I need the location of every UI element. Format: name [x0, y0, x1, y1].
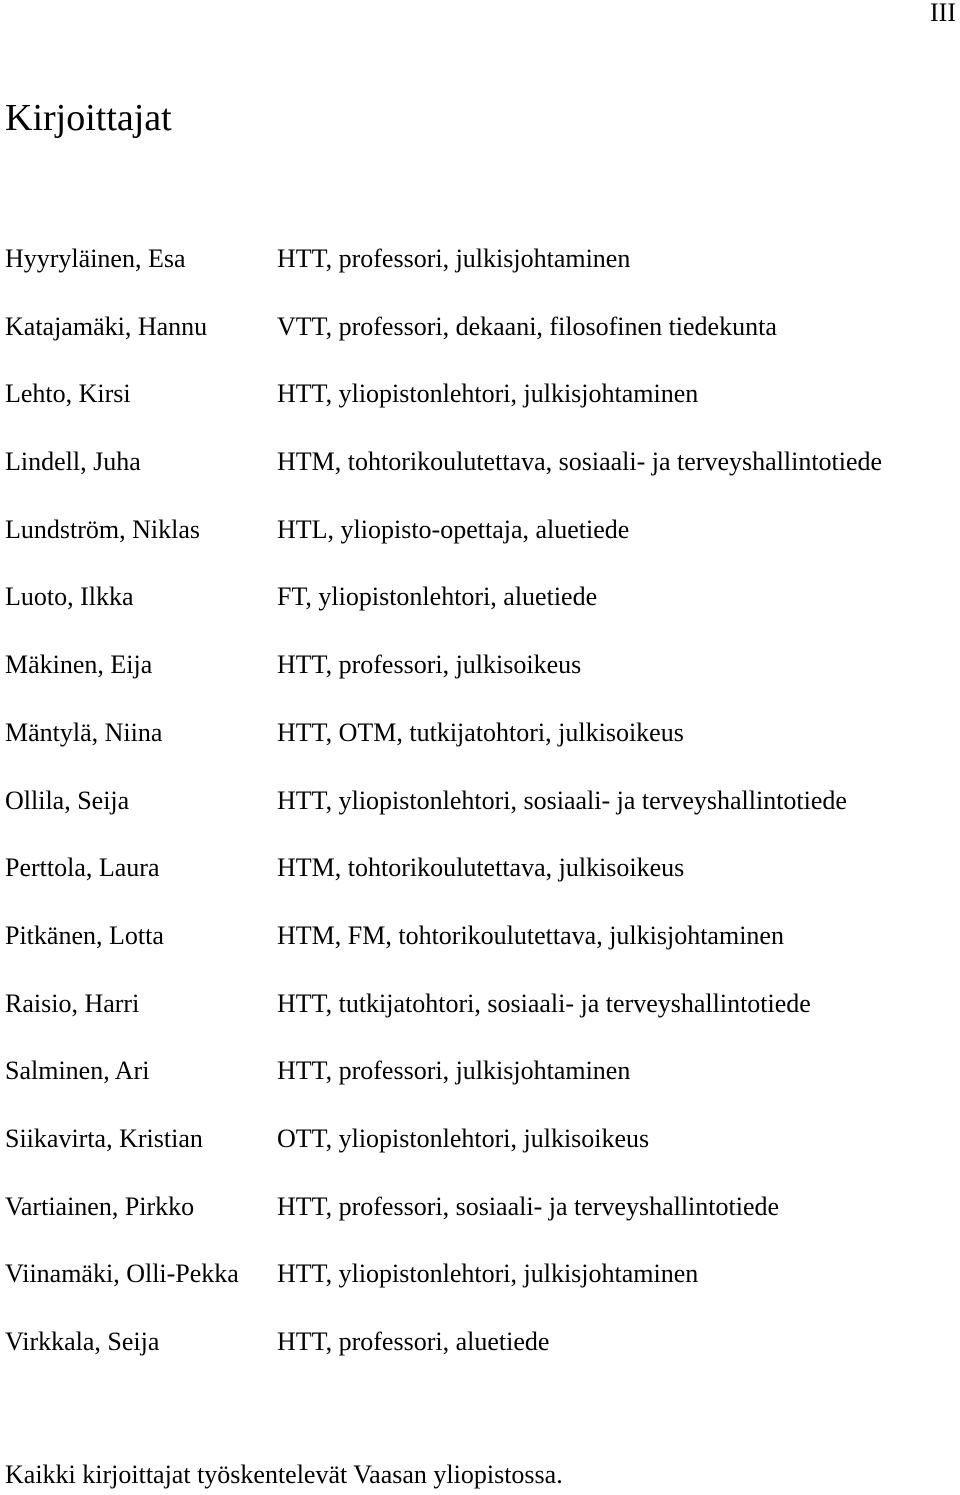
author-row — [5, 645, 955, 713]
author-row — [5, 442, 955, 510]
page-title: Kirjoittajat — [5, 97, 172, 139]
author-row — [5, 1119, 955, 1187]
author-description: HTM, tohtorikoulutettava, sosiaali- ja terveyshallintotiede — [277, 447, 883, 477]
author-description: OTT, yliopistonlehtori, julkisoikeus — [277, 1123, 650, 1153]
author-name: Hyyryläinen, Esa — [5, 244, 186, 273]
author-description: HTT, professori, aluetiede — [277, 1327, 550, 1356]
author-description: VTT, professori, dekaani, filosofinen tiedekunta — [277, 311, 777, 341]
author-row — [5, 374, 955, 442]
author-row — [5, 1254, 955, 1322]
author-description: HTT, professori, julkisjohtaminen — [277, 1056, 631, 1086]
author-description: HTT, professori, sosiaali- ja terveyshallintotiede — [277, 1191, 780, 1221]
author-name: Siikavirta, Kristian — [5, 1123, 203, 1153]
author-description: HTT, professori, julkisjohtaminen — [277, 244, 631, 273]
author-description: HTT, yliopistonlehtori, julkisjohtaminen — [277, 379, 699, 409]
author-row — [5, 984, 955, 1052]
author-description: HTT, yliopistonlehtori, julkisjohtaminen — [277, 1259, 699, 1289]
author-description: HTM, FM, tohtorikoulutettava, julkisjohtaminen — [277, 920, 784, 950]
author-name: Salminen, Ari — [5, 1056, 150, 1086]
author-name: Raisio, Harri — [5, 988, 140, 1018]
author-name: Lehto, Kirsi — [5, 379, 131, 409]
author-description: HTT, tutkijatohtori, sosiaali- ja terveyshallintotiede — [277, 988, 811, 1018]
author-row — [5, 239, 955, 307]
author-name: Mäkinen, Eija — [5, 650, 153, 680]
author-row — [5, 848, 955, 916]
author-name: Pitkänen, Lotta — [5, 920, 164, 950]
author-name: Perttola, Laura — [5, 853, 160, 883]
author-name: Katajamäki, Hannu — [5, 311, 208, 341]
author-description: HTM, tohtorikoulutettava, julkisoikeus — [277, 853, 685, 883]
author-row — [5, 1051, 955, 1119]
author-row — [5, 307, 955, 375]
author-name: Virkkala, Seija — [5, 1327, 160, 1356]
author-description: HTT, yliopistonlehtori, sosiaali- ja terveyshallintotiede — [277, 785, 847, 815]
author-description: HTL, yliopisto-opettaja, aluetiede — [277, 514, 630, 544]
author-row — [5, 916, 955, 984]
author-name: Vartiainen, Pirkko — [5, 1191, 195, 1221]
author-description: HTT, OTM, tutkijatohtori, julkisoikeus — [277, 717, 684, 747]
author-description: HTT, professori, julkisoikeus — [277, 650, 582, 680]
author-name: Lundström, Niklas — [5, 514, 200, 544]
author-list — [5, 239, 955, 1390]
author-row — [5, 1322, 955, 1390]
author-name: Lindell, Juha — [5, 447, 141, 477]
author-name: Luoto, Ilkka — [5, 582, 134, 612]
author-name: Viinamäki, Olli-Pekka — [5, 1259, 239, 1289]
author-row — [5, 713, 955, 781]
footnote: Kaikki kirjoittajat työskentelevät Vaasan yliopistossa. — [5, 1460, 563, 1489]
author-description: FT, yliopistonlehtori, aluetiede — [277, 582, 598, 612]
author-row — [5, 781, 955, 849]
author-row — [5, 577, 955, 645]
author-name: Ollila, Seija — [5, 785, 130, 815]
author-row — [5, 510, 955, 578]
page-number: III — [930, 0, 956, 27]
author-name: Mäntylä, Niina — [5, 717, 163, 747]
author-row — [5, 1187, 955, 1255]
